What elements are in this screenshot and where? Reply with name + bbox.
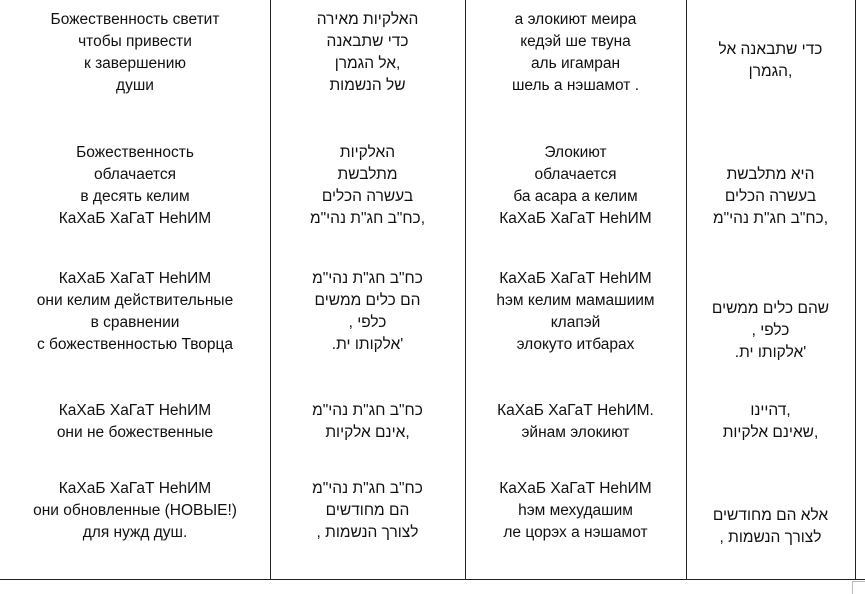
cell-line: כדי שתבאנה [326, 33, 409, 50]
cell-line: האלקיות מאירה [316, 11, 419, 28]
cell-line: לצורך הנשמות , [316, 524, 419, 541]
cell-line: Элокиют [544, 144, 607, 161]
cell-line: КаХаБ ХаГаТ НеhИМ [58, 210, 212, 227]
cell-line: эйнам элокиют [521, 424, 630, 441]
cell-line: ,דהיינו [750, 402, 791, 419]
cell-line: аль игамран [530, 55, 621, 72]
cell-line: КаХаБ ХаГаТ НеhИМ [499, 480, 652, 497]
cell-line: בעשרה הכלים [724, 188, 817, 205]
cell-source-hebrew [686, 298, 855, 364]
cell-line: для нужд душ. [82, 524, 188, 541]
cell-transliteration [465, 400, 686, 444]
cell-line: היא מתלבשת [726, 166, 815, 183]
cell-line: hэм келим мамашиим [496, 292, 655, 309]
cell-hebrew [270, 478, 465, 544]
cell-line: בעשרה הכלים [321, 188, 414, 205]
cell-line: КаХаБ ХаГаТ НеhИМ [58, 480, 212, 497]
cell-line: облачается [94, 166, 176, 183]
cell-source-hebrew [686, 400, 855, 444]
cell-transliteration [465, 9, 686, 97]
cell-russian [0, 400, 270, 444]
cell-line: ,הגמרן [748, 63, 793, 80]
cell-hebrew [270, 400, 465, 444]
cell-line: ле цорэх а нэшамот [503, 524, 648, 541]
cell-line: 'אלקותו ית. [734, 344, 807, 361]
cell-line: чтобы привести [78, 33, 192, 50]
cell-line: в десять келим [80, 188, 190, 205]
cell-line: ,כח"ב חג"ת נהי"מ [309, 210, 426, 227]
cell-line: КаХаБ ХаГаТ НеhИМ. [497, 402, 654, 419]
cell-transliteration [465, 478, 686, 544]
cell-line: כח"ב חג"ת נהי"מ [312, 270, 423, 287]
cell-transliteration [465, 268, 686, 356]
cell-source-hebrew [686, 505, 855, 549]
cell-line: כדי שתבאנה אל [718, 41, 823, 58]
cell-line: האלקיות [339, 144, 396, 161]
cell-line: КаХаБ ХаГаТ НеhИМ [58, 270, 212, 287]
cell-source-hebrew [686, 39, 855, 83]
cell-line: к завершению [83, 55, 186, 72]
cell-line: hэм мехудашим [518, 502, 633, 519]
cell-line: הם כלים ממשים [314, 292, 421, 309]
cell-line: לצורך הנשמות , [719, 529, 822, 546]
cell-line: с божественностью Творца [36, 336, 234, 353]
cell-line: שהם כלים ממשים [711, 300, 830, 317]
cell-line: элокуто итбарах [516, 336, 635, 353]
cell-line: של הנשמות [329, 77, 406, 94]
cell-line: כלפי , [348, 314, 387, 331]
cell-line: ,אל הגמרן [334, 55, 401, 72]
column-divider [855, 0, 856, 580]
cell-line: облачается [534, 166, 617, 183]
cell-line: Божественность [76, 144, 194, 161]
cell-line: הם מחודשים [325, 502, 410, 519]
cell-hebrew [270, 268, 465, 356]
cell-line: ,אינם אלקיות [325, 424, 410, 441]
cell-line: Божественность светит [50, 11, 220, 28]
cell-line: ,כח"ב חג"ת נהי"מ [712, 210, 829, 227]
cell-line: они обновленные (НОВЫЕ!) [33, 502, 237, 519]
cell-line: души [116, 77, 154, 94]
cell-line: шель а нэшамот . [511, 77, 640, 94]
cell-hebrew [270, 142, 465, 230]
cell-line: КаХаБ ХаГаТ НеhИМ [499, 270, 652, 287]
cell-line: ,שאינם אלקיות [722, 424, 819, 441]
table-bottom-border [0, 579, 865, 580]
cell-line: אלא הם מחודשים [712, 507, 829, 524]
cell-line: клапэй [550, 314, 601, 331]
cell-russian [0, 478, 270, 544]
cell-hebrew [270, 9, 465, 97]
cell-transliteration [465, 142, 686, 230]
cell-line: КаХаБ ХаГаТ НеhИМ [499, 210, 652, 227]
cell-line: ба асара а келим [513, 188, 638, 205]
cell-line: кедэй ше твуна [520, 33, 631, 50]
cell-line: כלפי , [751, 322, 790, 339]
cell-russian [0, 142, 270, 230]
cell-line: КаХаБ ХаГаТ НеhИМ [58, 402, 212, 419]
cell-line: מתלבשת [337, 166, 398, 183]
cell-line: в сравнении [90, 314, 180, 331]
cell-line: כח"ב חג"ת נהי"מ [312, 480, 423, 497]
cell-line: они не божественные [56, 424, 214, 441]
page-corner-marker [852, 581, 865, 594]
cell-line: а элокиют меира [514, 11, 637, 28]
cell-line: 'אלקותו ית. [331, 336, 404, 353]
cell-source-hebrew [686, 164, 855, 230]
cell-line: כח"ב חג"ת נהי"מ [312, 402, 423, 419]
cell-line: они келим действительные [36, 292, 234, 309]
cell-russian [0, 268, 270, 356]
cell-russian [0, 9, 270, 97]
column-divider [686, 0, 687, 580]
